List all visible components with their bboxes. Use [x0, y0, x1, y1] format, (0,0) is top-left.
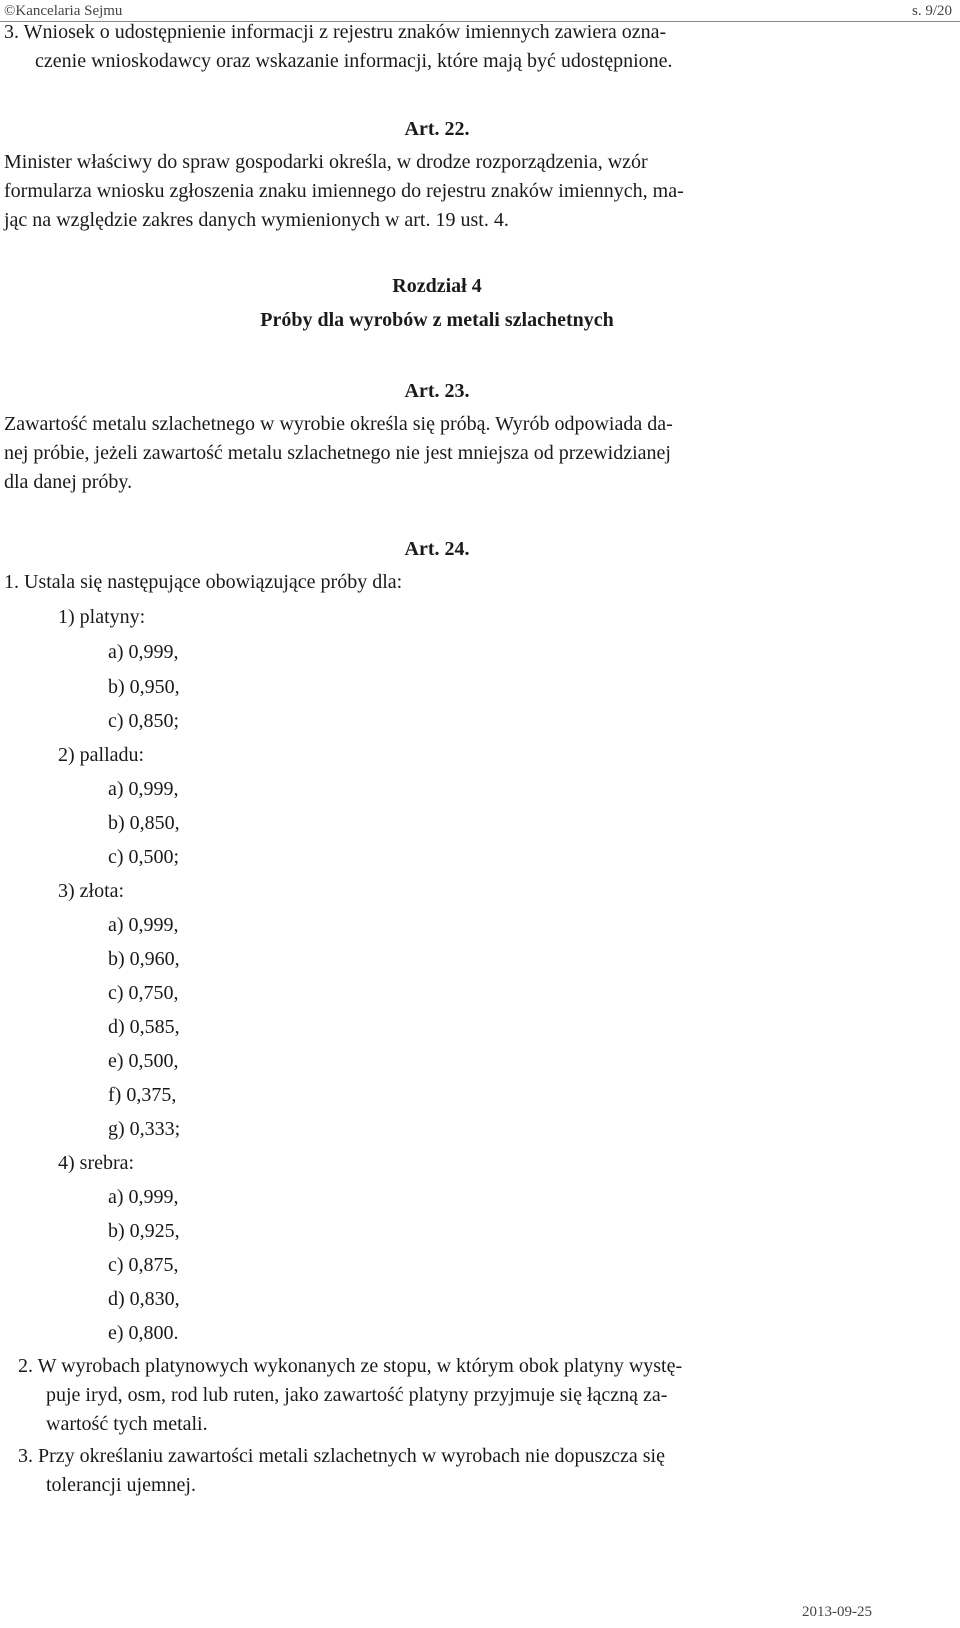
- list-subitem: b) 0,950,: [108, 676, 180, 698]
- list-subitem: b) 0,850,: [108, 812, 180, 834]
- list-item: 2) palladu:: [58, 744, 145, 766]
- list-subitem: b) 0,960,: [108, 948, 180, 970]
- paragraph-line: wartość tych metali.: [46, 1413, 208, 1435]
- list-subitem: e) 0,500,: [108, 1050, 179, 1072]
- paragraph-line: nej próbie, jeżeli zawartość metalu szlachetnego nie jest mniejsza od przewidzianej: [4, 442, 671, 464]
- list-subitem: f) 0,375,: [108, 1084, 177, 1106]
- article-24-intro: [4, 568, 870, 597]
- list-subitem: b) 0,925,: [108, 1220, 180, 1242]
- chapter-title: Próby dla wyrobów z metali szlachetnych: [260, 309, 614, 331]
- article-23-text: [4, 410, 870, 497]
- paragraph-line: jąc na względzie zakres danych wymienionych w art. 19 ust. 4.: [4, 209, 509, 231]
- paragraph-line: czenie wnioskodawcy oraz wskazanie informacji, które mają być udostępnione.: [35, 50, 673, 72]
- paragraph-line: tolerancji ujemnej.: [46, 1474, 196, 1496]
- list-subitem: a) 0,999,: [108, 778, 179, 800]
- header-copyright: ©Kancelaria Sejmu: [4, 3, 123, 19]
- list-subitem: a) 0,999,: [108, 1186, 179, 1208]
- list-subitem: g) 0,333;: [108, 1118, 181, 1140]
- chapter-number: Rozdział 4: [392, 275, 482, 297]
- article-22-title: Art. 22.: [404, 118, 470, 140]
- article-24-paragraph-3: [18, 1442, 870, 1500]
- list-item: 4) srebra:: [58, 1152, 135, 1174]
- list-subitem: c) 0,875,: [108, 1254, 179, 1276]
- list-subitem: a) 0,999,: [108, 914, 179, 936]
- list-subitem: d) 0,585,: [108, 1016, 180, 1038]
- article-22-text: [4, 148, 870, 235]
- list-item: 3) złota:: [58, 880, 125, 902]
- paragraph-line: 3. Przy określaniu zawartości metali szlachetnych w wyrobach nie dopuszcza się: [18, 1445, 665, 1467]
- paragraph-line: 1. Ustala się następujące obowiązujące próby dla:: [4, 571, 403, 593]
- article-23-title: Art. 23.: [404, 380, 470, 402]
- list-subitem: e) 0,800.: [108, 1322, 179, 1344]
- list-subitem: d) 0,830,: [108, 1288, 180, 1310]
- header-page-number: s. 9/20: [911, 3, 952, 19]
- paragraph-line: puje iryd, osm, rod lub ruten, jako zawartość platyny przyjmuje się łączną za-: [46, 1384, 668, 1406]
- article-24-title: Art. 24.: [404, 538, 470, 560]
- article-24-paragraph-2: [18, 1352, 870, 1439]
- paragraph-line: Zawartość metalu szlachetnego w wyrobie określa się próbą. Wyrób odpowiada da-: [4, 413, 673, 435]
- paragraph-line: 3. Wniosek o udostępnienie informacji z rejestru znaków imiennych zawiera ozna-: [4, 21, 667, 43]
- paragraph-line: 2. W wyrobach platynowych wykonanych ze stopu, w którym obok platyny wystę-: [18, 1355, 683, 1377]
- list-subitem: c) 0,850;: [108, 710, 180, 732]
- paragraph-line: Minister właściwy do spraw gospodarki określa, w drodze rozporządzenia, wzór: [4, 151, 648, 173]
- list-item: 1) platyny:: [58, 606, 146, 628]
- paragraph-line: formularza wniosku zgłoszenia znaku imiennego do rejestru znaków imiennych, ma-: [4, 180, 684, 202]
- list-subitem: c) 0,500;: [108, 846, 180, 868]
- footer-date: 2013-09-25: [802, 1604, 872, 1620]
- paragraph-3: [4, 18, 870, 76]
- paragraph-line: dla danej próby.: [4, 471, 133, 493]
- list-subitem: a) 0,999,: [108, 641, 179, 663]
- list-subitem: c) 0,750,: [108, 982, 179, 1004]
